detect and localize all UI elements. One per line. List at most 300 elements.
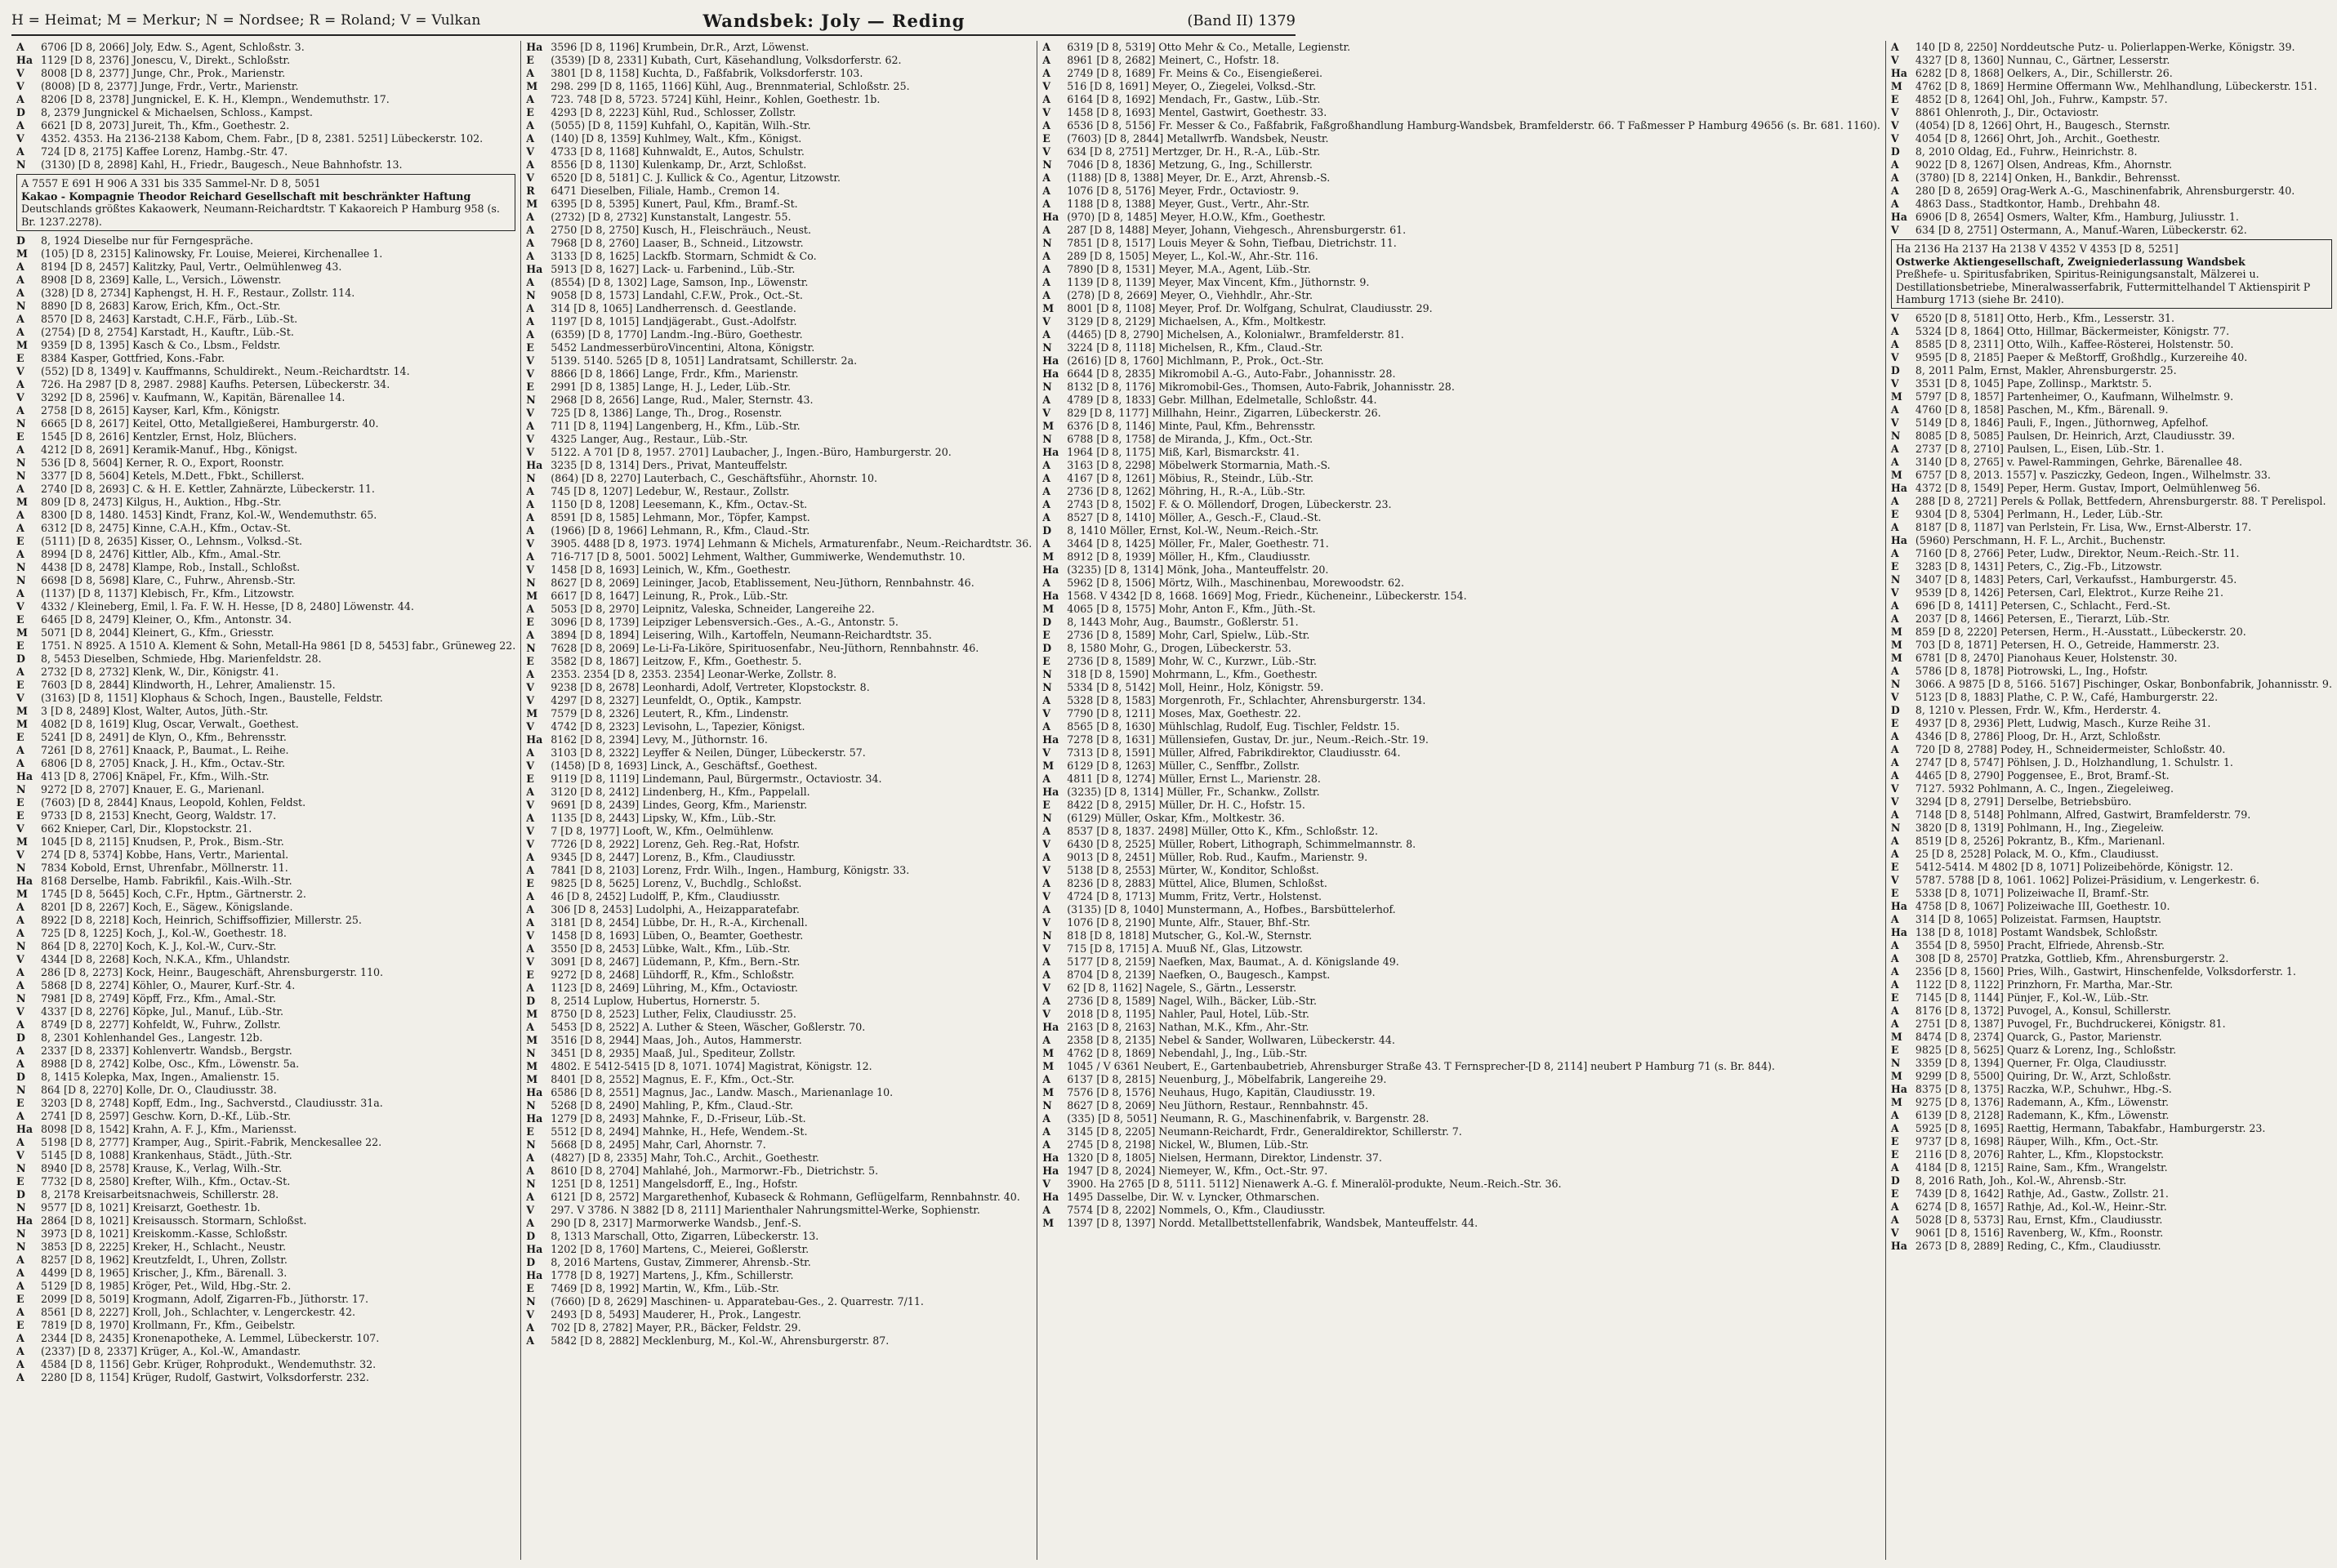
advertisement-box: [1891, 239, 2332, 309]
entry-text: 5241 [D 8, 2491] de Klyn, O., Kfm., Behrensstr.: [41, 731, 287, 744]
entry-text: 9272 [D 8, 2707] Knauer, E. G., Marienanl.: [41, 783, 265, 796]
directory-entry: [16, 522, 515, 534]
exchange-code: M: [1890, 1031, 1902, 1044]
exchange-code: A: [16, 901, 25, 914]
exchange-code: A: [526, 524, 535, 537]
entry-text: 308 [D 8, 2570] Pratzka, Gottlieb, Kfm., Ahrensburgerstr. 2.: [1915, 952, 2229, 965]
exchange-code: A: [16, 757, 25, 770]
directory-entry: [1042, 1165, 1880, 1177]
directory-entry: [526, 511, 1032, 523]
exchange-code: N: [1890, 678, 1901, 691]
entry-text: 720 [D 8, 2788] Podey, H., Schneidermeister, Schloßstr. 40.: [1915, 743, 2226, 756]
directory-entry: [526, 315, 1032, 327]
directory-entry: [1042, 720, 1880, 733]
exchange-code: A: [526, 158, 535, 171]
directory-entry: [1891, 926, 2332, 938]
exchange-code: A: [1042, 825, 1051, 837]
directory-entry: [526, 1034, 1032, 1046]
entry-text: 7841 [D 8, 2103] Lorenz, Frdr. Wilh., Ingen., Hamburg, Königstr. 33.: [551, 864, 910, 876]
directory-entry: [16, 470, 515, 482]
directory-entry: [526, 1152, 1032, 1164]
entry-text: 4724 [D 8, 1713] Mumm, Fritz, Vertr., Holstenst.: [1067, 890, 1322, 902]
directory-entry: [526, 877, 1032, 889]
directory-entry: [1042, 1034, 1880, 1046]
exchange-code: E: [1890, 560, 1899, 573]
entry-text: 2736 [D 8, 1589] Mohr, W. C., Kurzwr., Lüb.-Str.: [1067, 655, 1317, 667]
exchange-code: E: [16, 352, 25, 365]
exchange-code: A: [16, 1371, 25, 1384]
entry-text: 725 [D 8, 1386] Lange, Th., Drog., Rosenstr.: [551, 407, 783, 419]
exchange-code: A: [16, 1280, 25, 1293]
directory-entry: [16, 744, 515, 756]
ad-body: Preßhefe- u. Spiritusfabriken, Spiritus-Reinigungsanstalt, Mälzerei u. Destillationsbetriebe, Mineralwasserfabrik, Futtermittelhandel T Aktienspirit P Hamburg 1713 (siehe Br. 2410).: [1895, 268, 2311, 306]
entry-text: 2758 [D 8, 2615] Kayser, Karl, Kfm., Königstr.: [41, 404, 280, 417]
directory-entry: [1891, 887, 2332, 899]
exchange-code: V: [1890, 224, 1899, 236]
entry-text: 6617 [D 8, 1647] Leinung, R., Prok., Lüb.-Str.: [551, 590, 788, 602]
directory-entry: [1891, 1109, 2332, 1121]
directory-entry: [526, 185, 1032, 197]
exchange-code: A: [1042, 394, 1051, 406]
entry-text: 4325 Langer, Aug., Restaur., Lüb.-Str.: [551, 433, 748, 445]
entry-text: 8961 [D 8, 2682] Meinert, C., Hofstr. 18.: [1067, 54, 1279, 66]
entry-text: 4863 Dass., Stadtkontor, Hamb., Drehbahn 48.: [1915, 198, 2161, 210]
directory-entry: [526, 1269, 1032, 1281]
exchange-code: Ha: [526, 263, 543, 275]
header-band-page: (Band II) 1379: [1187, 11, 1296, 29]
directory-entry: [1042, 1178, 1880, 1190]
directory-entry: [1891, 978, 2332, 991]
ad-title: Kakao - Kompagnie Theodor Reichard Gesellschaft mit beschränkter Haftung: [21, 189, 471, 203]
directory-entry: [526, 1217, 1032, 1229]
entry-text: 2353. 2354 [D 8, 2353. 2354] Leonar-Werke, Zollstr. 8.: [551, 668, 837, 680]
directory-entry: [16, 261, 515, 273]
exchange-code: A: [1042, 537, 1051, 550]
entry-text: 8422 [D 8, 2915] Müller, Dr. H. C., Hofstr. 15.: [1067, 799, 1305, 811]
exchange-code: A: [16, 1058, 25, 1071]
exchange-code: N: [526, 472, 536, 484]
exchange-code: M: [1890, 1096, 1902, 1109]
entry-text: (2732) [D 8, 2732] Kunstanstalt, Langestr. 55.: [551, 211, 792, 223]
directory-entry: [16, 888, 515, 900]
directory-entry: [1042, 1008, 1880, 1020]
entry-text: 6471 Dieselben, Filiale, Hamb., Cremon 14.: [551, 185, 780, 197]
entry-text: (335) [D 8, 5051] Neumann, R. G., Maschinenfabrik, v. Bargenstr. 28.: [1067, 1112, 1429, 1125]
directory-entry: [526, 707, 1032, 719]
exchange-code: M: [526, 707, 538, 719]
exchange-code: Ha: [526, 1086, 543, 1098]
directory-entry: [16, 287, 515, 299]
entry-text: 5913 [D 8, 1627] Lack- u. Farbenind., Lüb.-Str.: [551, 263, 796, 275]
entry-text: 829 [D 8, 1177] Millhahn, Heinr., Zigarren, Lübeckerstr. 26.: [1067, 407, 1381, 419]
directory-entry: [16, 247, 515, 260]
directory-entry: [526, 969, 1032, 981]
directory-entry: [16, 1293, 515, 1305]
entry-text: 2736 [D 8, 1589] Mohr, Carl, Spielw., Lüb.-Str.: [1067, 629, 1310, 641]
entry-text: 288 [D 8, 2721] Perels & Pollak, Bettfedern, Ahrensburgerstr. 88. T Perelispol.: [1915, 495, 2326, 508]
entry-text: 723. 748 [D 8, 5723. 5724] Kühl, Heinr., Kohlen, Goethestr. 1b.: [551, 93, 881, 105]
exchange-code: V: [1042, 1178, 1051, 1190]
entry-text: (8008) [D 8, 2377] Junge, Frdr., Vertr., Marienstr.: [41, 80, 299, 92]
exchange-code: V: [526, 1308, 535, 1321]
directory-entry: [1042, 746, 1880, 759]
directory-entry: [16, 953, 515, 965]
exchange-code: A: [1042, 459, 1051, 471]
exchange-code: A: [1042, 956, 1051, 968]
directory-entry: [1042, 472, 1880, 484]
directory-entry: [16, 783, 515, 795]
directory-entry: [1042, 1217, 1880, 1229]
exchange-code: Ha: [1890, 926, 1907, 939]
entry-text: 8519 [D 8, 2526] Pokrantz, B., Kfm., Marienanl.: [1915, 835, 2165, 848]
exchange-code: Ha: [1042, 446, 1059, 458]
entry-text: 1150 [D 8, 1208] Leesemann, K., Kfm., Octav.-St.: [551, 498, 808, 510]
exchange-code: A: [526, 890, 535, 902]
directory-entry: [16, 757, 515, 769]
directory-entry: [1042, 54, 1880, 66]
exchange-code: E: [16, 535, 25, 548]
directory-entry: [1042, 211, 1880, 223]
directory-entry: [1891, 1031, 2332, 1043]
directory-entry: [1891, 730, 2332, 742]
exchange-code: V: [1890, 351, 1899, 364]
directory-entry: [1891, 54, 2332, 66]
entry-text: 1458 [D 8, 1693] Leinich, W., Kfm., Goethestr.: [551, 564, 792, 576]
entry-text: 7160 [D 8, 2766] Peter, Ludw., Direktor, Neum.-Reich.-Str. 11.: [1915, 547, 2240, 560]
directory-entry: [526, 524, 1032, 537]
entry-text: 1139 [D 8, 1139] Meyer, Max Vincent, Kfm., Jüthornstr. 9.: [1067, 276, 1370, 288]
directory-entry: [16, 849, 515, 861]
directory-entry: [526, 1125, 1032, 1138]
entry-text: 3516 [D 8, 2944] Maas, Joh., Autos, Hammerstr.: [551, 1034, 802, 1046]
directory-entry: [526, 929, 1032, 942]
directory-entry: [16, 54, 515, 66]
directory-entry: [526, 642, 1032, 654]
directory-entry: [1042, 1125, 1880, 1138]
entry-text: 4344 [D 8, 2268] Koch, N.K.A., Kfm., Uhlandstr.: [41, 953, 291, 966]
directory-entry: [16, 274, 515, 286]
exchange-code: M: [1890, 626, 1902, 639]
exchange-code: A: [526, 498, 535, 510]
directory-entry: [526, 433, 1032, 445]
directory-entry: [1891, 67, 2332, 79]
exchange-code: M: [526, 1060, 538, 1072]
entry-text: 3596 [D 8, 1196] Krumbein, Dr.R., Arzt, Löwenst.: [551, 41, 809, 53]
directory-entry: [1891, 325, 2332, 337]
entry-text: 6164 [D 8, 1692] Mendach, Fr., Gastw., Lüb.-Str.: [1067, 93, 1321, 105]
exchange-code: A: [1042, 67, 1051, 79]
entry-text: 6137 [D 8, 2815] Neuenburg, J., Möbelfabrik, Langereihe 29.: [1067, 1073, 1387, 1085]
entry-text: 8001 [D 8, 1108] Meyer, Prof. Dr. Wolfgang, Schulrat, Claudiusstr. 29.: [1067, 302, 1433, 314]
entry-text: 8627 [D 8, 2069] Neu Jüthorn, Restaur., Rennbahnstr. 45.: [1067, 1099, 1368, 1111]
directory-entry: [16, 822, 515, 835]
directory-entry: [526, 1308, 1032, 1321]
exchange-code: D: [1042, 616, 1052, 628]
entry-text: 725 [D 8, 1225] Koch, J., Kol.-W., Goethestr. 18.: [41, 927, 287, 940]
directory-entry: [16, 391, 515, 403]
entry-text: 1251 [D 8, 1251] Mangelsdorff, E., Ing., Hofstr.: [551, 1178, 798, 1190]
directory-entry: [1891, 704, 2332, 716]
directory-entry: [526, 694, 1032, 706]
directory-entry: [16, 1110, 515, 1122]
exchange-code: R: [526, 185, 535, 197]
exchange-code: E: [1890, 887, 1899, 900]
entry-text: 2747 [D 8, 5747] Pöhlsen, J. D., Holzhandlung, 1. Schulstr. 1.: [1915, 756, 2233, 769]
exchange-code: M: [1042, 420, 1055, 432]
exchange-code: A: [16, 666, 25, 679]
entry-text: 702 [D 8, 2782] Mayer, P.R., Bäcker, Feldstr. 29.: [551, 1321, 801, 1334]
exchange-code: A: [526, 211, 535, 223]
directory-entry: [16, 862, 515, 874]
exchange-code: Ha: [16, 875, 33, 888]
directory-entry: [1891, 1135, 2332, 1147]
directory-entry: [16, 1188, 515, 1200]
exchange-code: M: [16, 247, 28, 261]
ad-title: Ostwerke Aktiengesellschaft, Zweigniederlassung Wandsbek: [1895, 255, 2246, 268]
exchange-code: Ha: [1890, 900, 1907, 913]
exchange-code: N: [526, 1099, 536, 1111]
entry-text: 2280 [D 8, 1154] Krüger, Rudolf, Gastwirt, Volksdorferstr. 232.: [41, 1371, 369, 1384]
directory-entry: [16, 509, 515, 521]
entry-text: 1123 [D 8, 2469] Lühring, M., Kfm., Octaviostr.: [551, 982, 798, 994]
exchange-code: V: [1890, 691, 1899, 704]
exchange-code: N: [1042, 433, 1052, 445]
directory-entry: [16, 234, 515, 247]
exchange-code: V: [526, 929, 535, 942]
entry-text: 4082 [D 8, 1619] Klug, Oscar, Verwalt., Goethest.: [41, 718, 299, 731]
entry-text: (8554) [D 8, 1302] Lage, Samson, Inp., Löwenstr.: [551, 276, 809, 288]
directory-entry: [1042, 1099, 1880, 1111]
exchange-code: D: [526, 995, 536, 1007]
directory-entry: [1042, 158, 1880, 171]
entry-text: 3203 [D 8, 2748] Kopff, Edm., Ing., Sachverstd., Claudiusstr. 31a.: [41, 1097, 383, 1110]
entry-text: 6282 [D 8, 1868] Oelkers, A., Dir., Schillerstr. 26.: [1915, 67, 2173, 79]
entry-text: 289 [D 8, 1505] Meyer, L., Kol.-W., Ahr.-Str. 116.: [1067, 250, 1318, 262]
exchange-code: E: [16, 1175, 25, 1188]
entry-text: (4827) [D 8, 2335] Mahr, Toh.C., Archit., Goethestr.: [551, 1152, 819, 1164]
exchange-code: D: [1042, 524, 1052, 537]
exchange-code: V: [526, 564, 535, 576]
directory-entry: [1891, 80, 2332, 92]
directory-entry: [526, 1230, 1032, 1242]
directory-entry: [1042, 812, 1880, 824]
directory-entry: [16, 41, 515, 53]
entry-text: 5149 [D 8, 1846] Pauli, F., Ingen., Jüthornweg, Apfelhof.: [1915, 416, 2209, 430]
entry-text: 287 [D 8, 1488] Meyer, Johann, Viehgesch., Ahrensburgerstr. 61.: [1067, 224, 1407, 236]
entry-text: 5324 [D 8, 1864] Otto, Hillmar, Bäckermeister, Königstr. 77.: [1915, 325, 2230, 338]
entry-text: 5122. A 701 [D 8, 1957. 2701] Laubacher, J., Ingen.-Büro, Hamburgerstr. 20.: [551, 446, 952, 458]
entry-text: 1545 [D 8, 2616] Kentzler, Ernst, Holz, Blüchers.: [41, 430, 297, 443]
entry-text: 2037 [D 8, 1466] Petersen, E., Tierarzt, Lüb.-Str.: [1915, 612, 2170, 626]
directory-entry: [1891, 652, 2332, 664]
directory-entry: [1042, 433, 1880, 445]
directory-entry: [526, 368, 1032, 380]
exchange-code: N: [16, 1241, 26, 1254]
exchange-code: A: [1890, 158, 1899, 171]
exchange-code: A: [526, 746, 535, 759]
exchange-code: N: [1042, 381, 1052, 393]
directory-entry: [1042, 498, 1880, 510]
exchange-code: A: [526, 812, 535, 824]
exchange-code: A: [526, 903, 535, 915]
exchange-code: E: [16, 430, 25, 443]
directory-entry: [1042, 341, 1880, 354]
exchange-code: V: [526, 760, 535, 772]
exchange-code: A: [1890, 952, 1899, 965]
exchange-code: V: [526, 1204, 535, 1216]
entry-text: 7790 [D 8, 1211] Moses, Max, Goethestr. 22.: [1067, 707, 1301, 719]
exchange-code: V: [526, 354, 535, 367]
exchange-code: Ha: [526, 1243, 543, 1255]
column-2: [521, 41, 1037, 1560]
directory-entry: [526, 41, 1032, 53]
exchange-code: A: [1890, 612, 1899, 626]
entry-text: 1751. N 8925. A 1510 A. Klement & Sohn, Metall-Ha 9861 [D 8, 5453] fabr., Grüneweg 22.: [41, 639, 516, 653]
exchange-code: A: [1890, 547, 1899, 560]
directory-entry: [16, 535, 515, 547]
entry-text: 7439 [D 8, 1642] Rathje, Ad., Gastw., Zollstr. 21.: [1915, 1187, 2169, 1200]
directory-entry: [1891, 390, 2332, 403]
exchange-code: A: [1890, 913, 1899, 926]
entry-text: 8591 [D 8, 1585] Lehmann, Mor., Töpfer, Kampst.: [551, 511, 810, 523]
directory-entry: [16, 352, 515, 364]
entry-text: (3130) [D 8, 2898] Kahl, H., Friedr., Baugesch., Neue Bahnhofstr. 13.: [41, 158, 403, 171]
exchange-code: M: [16, 835, 28, 849]
exchange-code: Ha: [1890, 67, 1907, 79]
directory-entry: [16, 613, 515, 626]
exchange-code: V: [1890, 119, 1899, 131]
entry-text: 3407 [D 8, 1483] Peters, Carl, Verkaufsst., Hamburgerstr. 45.: [1915, 573, 2237, 586]
directory-entry: [526, 459, 1032, 471]
entry-text: 8, 2379 Jungnickel & Michaelsen, Schloss., Kampst.: [41, 106, 313, 118]
directory-entry: [16, 300, 515, 312]
directory-entry: [1042, 733, 1880, 746]
entry-text: 5053 [D 8, 2970] Leipnitz, Valeska, Schneider, Langereihe 22.: [551, 603, 875, 615]
directory-entry: [16, 940, 515, 952]
directory-entry: [1891, 913, 2332, 925]
directory-entry: [1042, 1021, 1880, 1033]
directory-entry: [16, 496, 515, 508]
exchange-code: A: [1042, 995, 1051, 1007]
entry-text: 7148 [D 8, 5148] Pohlmann, Alfred, Gastwirt, Bramfelderstr. 79.: [1915, 808, 2251, 822]
directory-entry: [526, 1021, 1032, 1033]
exchange-code: N: [526, 577, 536, 589]
exchange-code: M: [526, 590, 538, 602]
exchange-code: A: [16, 326, 25, 339]
exchange-code: A: [16, 93, 25, 105]
entry-text: 8085 [D 8, 5085] Paulsen, Dr. Heinrich, Arzt, Claudiusstr. 39.: [1915, 430, 2236, 443]
entry-text: (7660) [D 8, 2629] Maschinen- u. Apparatebau-Ges., 2. Quarrestr. 7/11.: [551, 1295, 924, 1307]
entry-text: 8537 [D 8, 1837. 2498] Müller, Otto K., Kfm., Schloßstr. 12.: [1067, 825, 1379, 837]
exchange-code: V: [16, 80, 25, 92]
directory-entry: [526, 903, 1032, 915]
entry-text: (140) [D 8, 1359] Kuhlmey, Walt., Kfm., Königst.: [551, 132, 802, 145]
directory-entry: [1042, 760, 1880, 772]
entry-text: 5268 [D 8, 2490] Mahling, P., Kfm., Claud.-Str.: [551, 1099, 793, 1111]
entry-text: 1458 [D 8, 1693] Mentel, Gastwirt, Goethestr. 33.: [1067, 106, 1327, 118]
directory-entry: [16, 339, 515, 351]
directory-entry: [526, 1178, 1032, 1190]
entry-text: 8, 1443 Mohr, Aug., Baumstr., Goßlerstr. 51.: [1067, 616, 1299, 628]
entry-text: 5452 LandmesserbüroVincentini, Altona, Königstr.: [551, 341, 815, 354]
directory-entry: [1891, 93, 2332, 105]
entry-text: 7576 [D 8, 1576] Neuhaus, Hugo, Kapitän, Claudiusstr. 19.: [1067, 1086, 1376, 1098]
entry-text: 8627 [D 8, 2069] Leininger, Jacob, Etablissement, Neu-Jüthorn, Rennbahnstr. 46.: [551, 577, 974, 589]
exchange-code: A: [16, 522, 25, 535]
exchange-code: A: [1890, 185, 1899, 197]
exchange-code: A: [1890, 198, 1899, 210]
entry-text: 8, 1415 Kolepka, Max, Ingen., Amalienstr. 15.: [41, 1071, 280, 1084]
entry-text: 4054 [D 8, 1266] Ohrt, Joh., Archit., Goethestr.: [1915, 132, 2161, 145]
exchange-code: A: [1042, 263, 1051, 275]
entry-text: 1135 [D 8, 2443] Lipsky, W., Kfm., Lüb.-Str.: [551, 812, 777, 824]
entry-text: 6536 [D 8, 5156] Fr. Messer & Co., Faßfabrik, Faßgroßhandlung Hamburg-Wandsbek, Bramfelderstr. 66. T Faßmesser P Hamburg 49656 (s. Br. 681. 1160).: [1067, 119, 1880, 131]
directory-entry: [1891, 560, 2332, 572]
entry-text: 5412-5414. M 4802 [D 8, 1071] Polizeibehörde, Königstr. 12.: [1915, 861, 2233, 874]
entry-text: 6644 [D 8, 2835] Mikromobil A.-G., Auto-Fabr., Johannisstr. 28.: [1067, 368, 1396, 380]
exchange-code: A: [1042, 289, 1051, 301]
directory-entry: [1891, 743, 2332, 755]
directory-entry: [526, 224, 1032, 236]
exchange-code: D: [1890, 364, 1900, 377]
directory-entry: [1891, 626, 2332, 638]
entry-text: 8384 Kasper, Gottfried, Kons.-Fabr.: [41, 352, 225, 365]
exchange-code: A: [16, 744, 25, 757]
entry-text: 3120 [D 8, 2412] Lindenberg, H., Kfm., Pappelall.: [551, 786, 810, 798]
exchange-code: Ha: [1042, 1165, 1059, 1177]
exchange-code: N: [1890, 1057, 1901, 1070]
exchange-code: A: [1042, 185, 1051, 197]
directory-entry: [1042, 368, 1880, 380]
entry-text: 3294 [D 8, 2791] Derselbe, Betriebsbüro.: [1915, 795, 2132, 808]
directory-entry: [1042, 564, 1880, 576]
entry-text: 9359 [D 8, 1395] Kasch & Co., Lbsm., Feldstr.: [41, 339, 281, 352]
entry-text: 1188 [D 8, 1388] Meyer, Gust., Vertr., Ahr.-Str.: [1067, 198, 1310, 210]
directory-entry: [16, 1371, 515, 1383]
entry-text: 516 [D 8, 1691] Meyer, O., Ziegelei, Volksd.-Str.: [1067, 80, 1317, 92]
exchange-code: A: [16, 41, 25, 53]
exchange-code: A: [1042, 1112, 1051, 1125]
exchange-code: V: [1890, 416, 1899, 430]
directory-entry: [526, 812, 1032, 824]
entry-text: 2673 [D 8, 2889] Reding, C., Kfm., Claudiusstr.: [1915, 1240, 2161, 1253]
directory-entry: [526, 1204, 1032, 1216]
exchange-code: A: [1890, 521, 1899, 534]
exchange-code: N: [16, 1162, 26, 1175]
entry-text: 314 [D 8, 1065] Polizeistat. Farmsen, Hauptstr.: [1915, 913, 2162, 926]
exchange-code: A: [526, 1191, 535, 1203]
entry-text: 4802. E 5412-5415 [D 8, 1071. 1074] Magistrat, Königstr. 12.: [551, 1060, 872, 1072]
exchange-code: Ha: [526, 1112, 543, 1125]
directory-entry: [1891, 874, 2332, 886]
entry-text: 3096 [D 8, 1739] Leipziger Lebensversich.-Ges., A.-G., Antonstr. 5.: [551, 616, 899, 628]
directory-entry: [1042, 132, 1880, 145]
exchange-code: A: [526, 1021, 535, 1033]
exchange-code: A: [526, 942, 535, 955]
entry-text: 62 [D 8, 1162] Nagele, S., Gärtn., Lesserstr.: [1067, 982, 1297, 994]
directory-entry: [1891, 132, 2332, 145]
entry-text: (7603) [D 8, 2844] Knaus, Leopold, Kohlen, Feldst.: [41, 796, 306, 809]
directory-entry: [1042, 276, 1880, 288]
entry-text: (5055) [D 8, 1159] Kuhfahl, O., Kapitän, Wilh.-Str.: [551, 119, 811, 131]
entry-text: 6781 [D 8, 2470] Pianohaus Keuer, Holstenstr. 30.: [1915, 652, 2178, 665]
directory-entry: [1891, 848, 2332, 860]
directory-entry: [1042, 903, 1880, 915]
exchange-code: M: [1890, 469, 1902, 482]
entry-text: 9577 [D 8, 1021] Kreisarzt, Goethestr. 1b.: [41, 1201, 261, 1214]
directory-entry: [16, 835, 515, 848]
exchange-code: V: [1042, 1008, 1051, 1020]
